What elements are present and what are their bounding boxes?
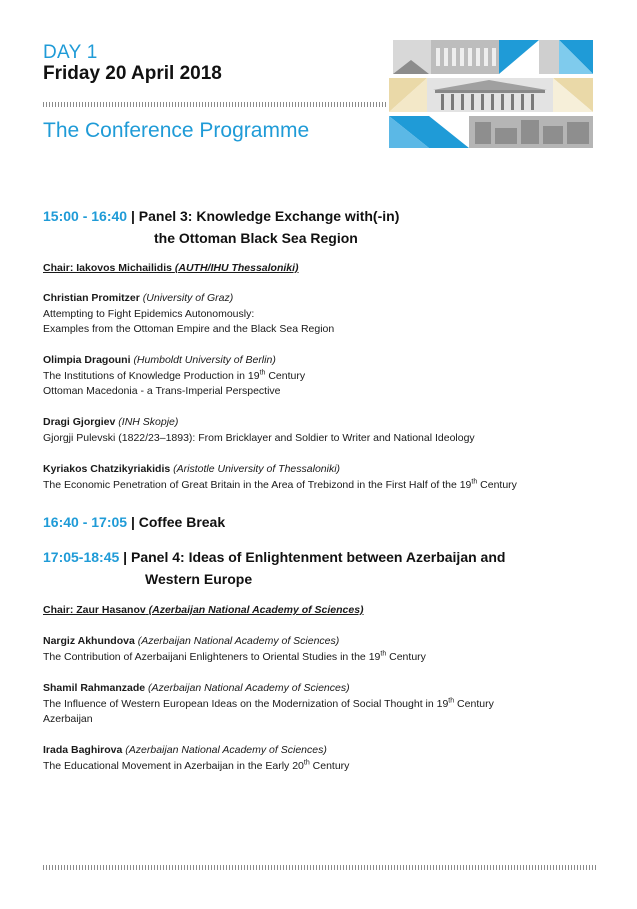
programme-title: The Conference Programme [43,119,310,142]
session-title-line2: the Ottoman Black Sea Region [154,230,358,246]
speaker-name: Olimpia Dragouni [43,354,131,366]
talk-title: The Economic Penetration of Great Britain in the Area of Trebizond in the First Half of the 19th Century [43,478,517,491]
separator: | [130,208,139,224]
dotted-divider-top [43,102,386,107]
talk-title: The Educational Movement in Azerbaijan in the Early 20th Century [43,759,350,772]
speaker-name: Dragi Gjorgiev [43,416,116,428]
speaker-name: Christian Promitzer [43,292,140,304]
session-header-panel-3 [43,205,399,249]
talk-title: The Contribution of Azerbaijani Enlighteners to Oriental Studies in the 19th Century [43,650,426,663]
speaker-affiliation: (Aristotle University of Thessaloniki) [173,463,341,475]
talk-entry [43,462,603,493]
talk-entry [43,681,603,728]
date-heading: Friday 20 April 2018 [43,63,222,84]
talk-title-line2: Ottoman Macedonia - a Trans-Imperial Perspective [43,385,281,397]
speaker-name: Kyriakos Chatzikyriakidis [43,463,171,475]
session-title: Panel 3: Knowledge Exchange with(-in) [138,208,400,224]
session-chair [43,262,299,274]
talk-title-line2: Examples from the Ottoman Empire and the Black Sea Region [43,323,335,335]
dotted-divider-bottom [43,865,596,870]
separator: | [123,549,131,565]
separator: | [130,514,139,530]
speaker-affiliation: (Azerbaijan National Academy of Sciences) [148,682,350,694]
chair-affiliation: (AUTH/IHU Thessaloniki) [174,262,299,274]
talk-title: The Institutions of Knowledge Production in 19th Century [43,369,306,382]
speaker-name: Shamil Rahmanzade [43,682,146,694]
talk-entry [43,634,603,665]
speaker-name: Irada Baghirova [43,744,123,756]
session-time: 17:05-18:45 [43,549,120,565]
chair-name: Chair: Zaur Hasanov [43,604,146,616]
session-header-panel-4 [43,546,505,590]
talk-entry [43,415,603,446]
speaker-name: Nargiz Akhundova [43,635,135,647]
chair-name: Chair: Iakovos Michailidis [43,262,172,274]
session-time: 15:00 - 16:40 [43,208,128,224]
session-chair [43,604,364,616]
talk-title: The Influence of Western European Ideas on the Modernization of Social Thought in 19th Century [43,697,494,710]
session-title: Coffee Break [138,514,226,530]
session-title: Panel 4: Ideas of Enlightenment between Azerbaijan and [130,549,506,565]
speaker-affiliation: (University of Graz) [142,292,234,304]
speaker-affiliation: (INH Skopje) [118,416,179,428]
talk-entry [43,743,603,774]
session-title-line2: Western Europe [145,571,253,587]
speaker-affiliation: (Humboldt University of Berlin) [133,354,276,366]
speaker-affiliation: (Azerbaijan National Academy of Sciences) [137,635,340,647]
talk-entry [43,353,603,400]
talk-entry [43,291,603,338]
talk-title-line2: Azerbaijan [43,713,93,725]
header-banner-image [389,38,597,150]
speaker-affiliation: (Azerbaijan National Academy of Sciences) [125,744,327,756]
day-label: DAY 1 [43,42,98,63]
session-header-coffee-break [43,511,225,533]
chair-affiliation: (Azerbaijan National Academy of Sciences) [148,604,364,616]
session-time: 16:40 - 17:05 [43,514,128,530]
talk-title: Gjorgji Pulevski (1822/23–1893): From Bricklayer and Soldier to Writer and National Ideology [43,431,475,444]
talk-title: Attempting to Fight Epidemics Autonomously: [43,307,255,320]
